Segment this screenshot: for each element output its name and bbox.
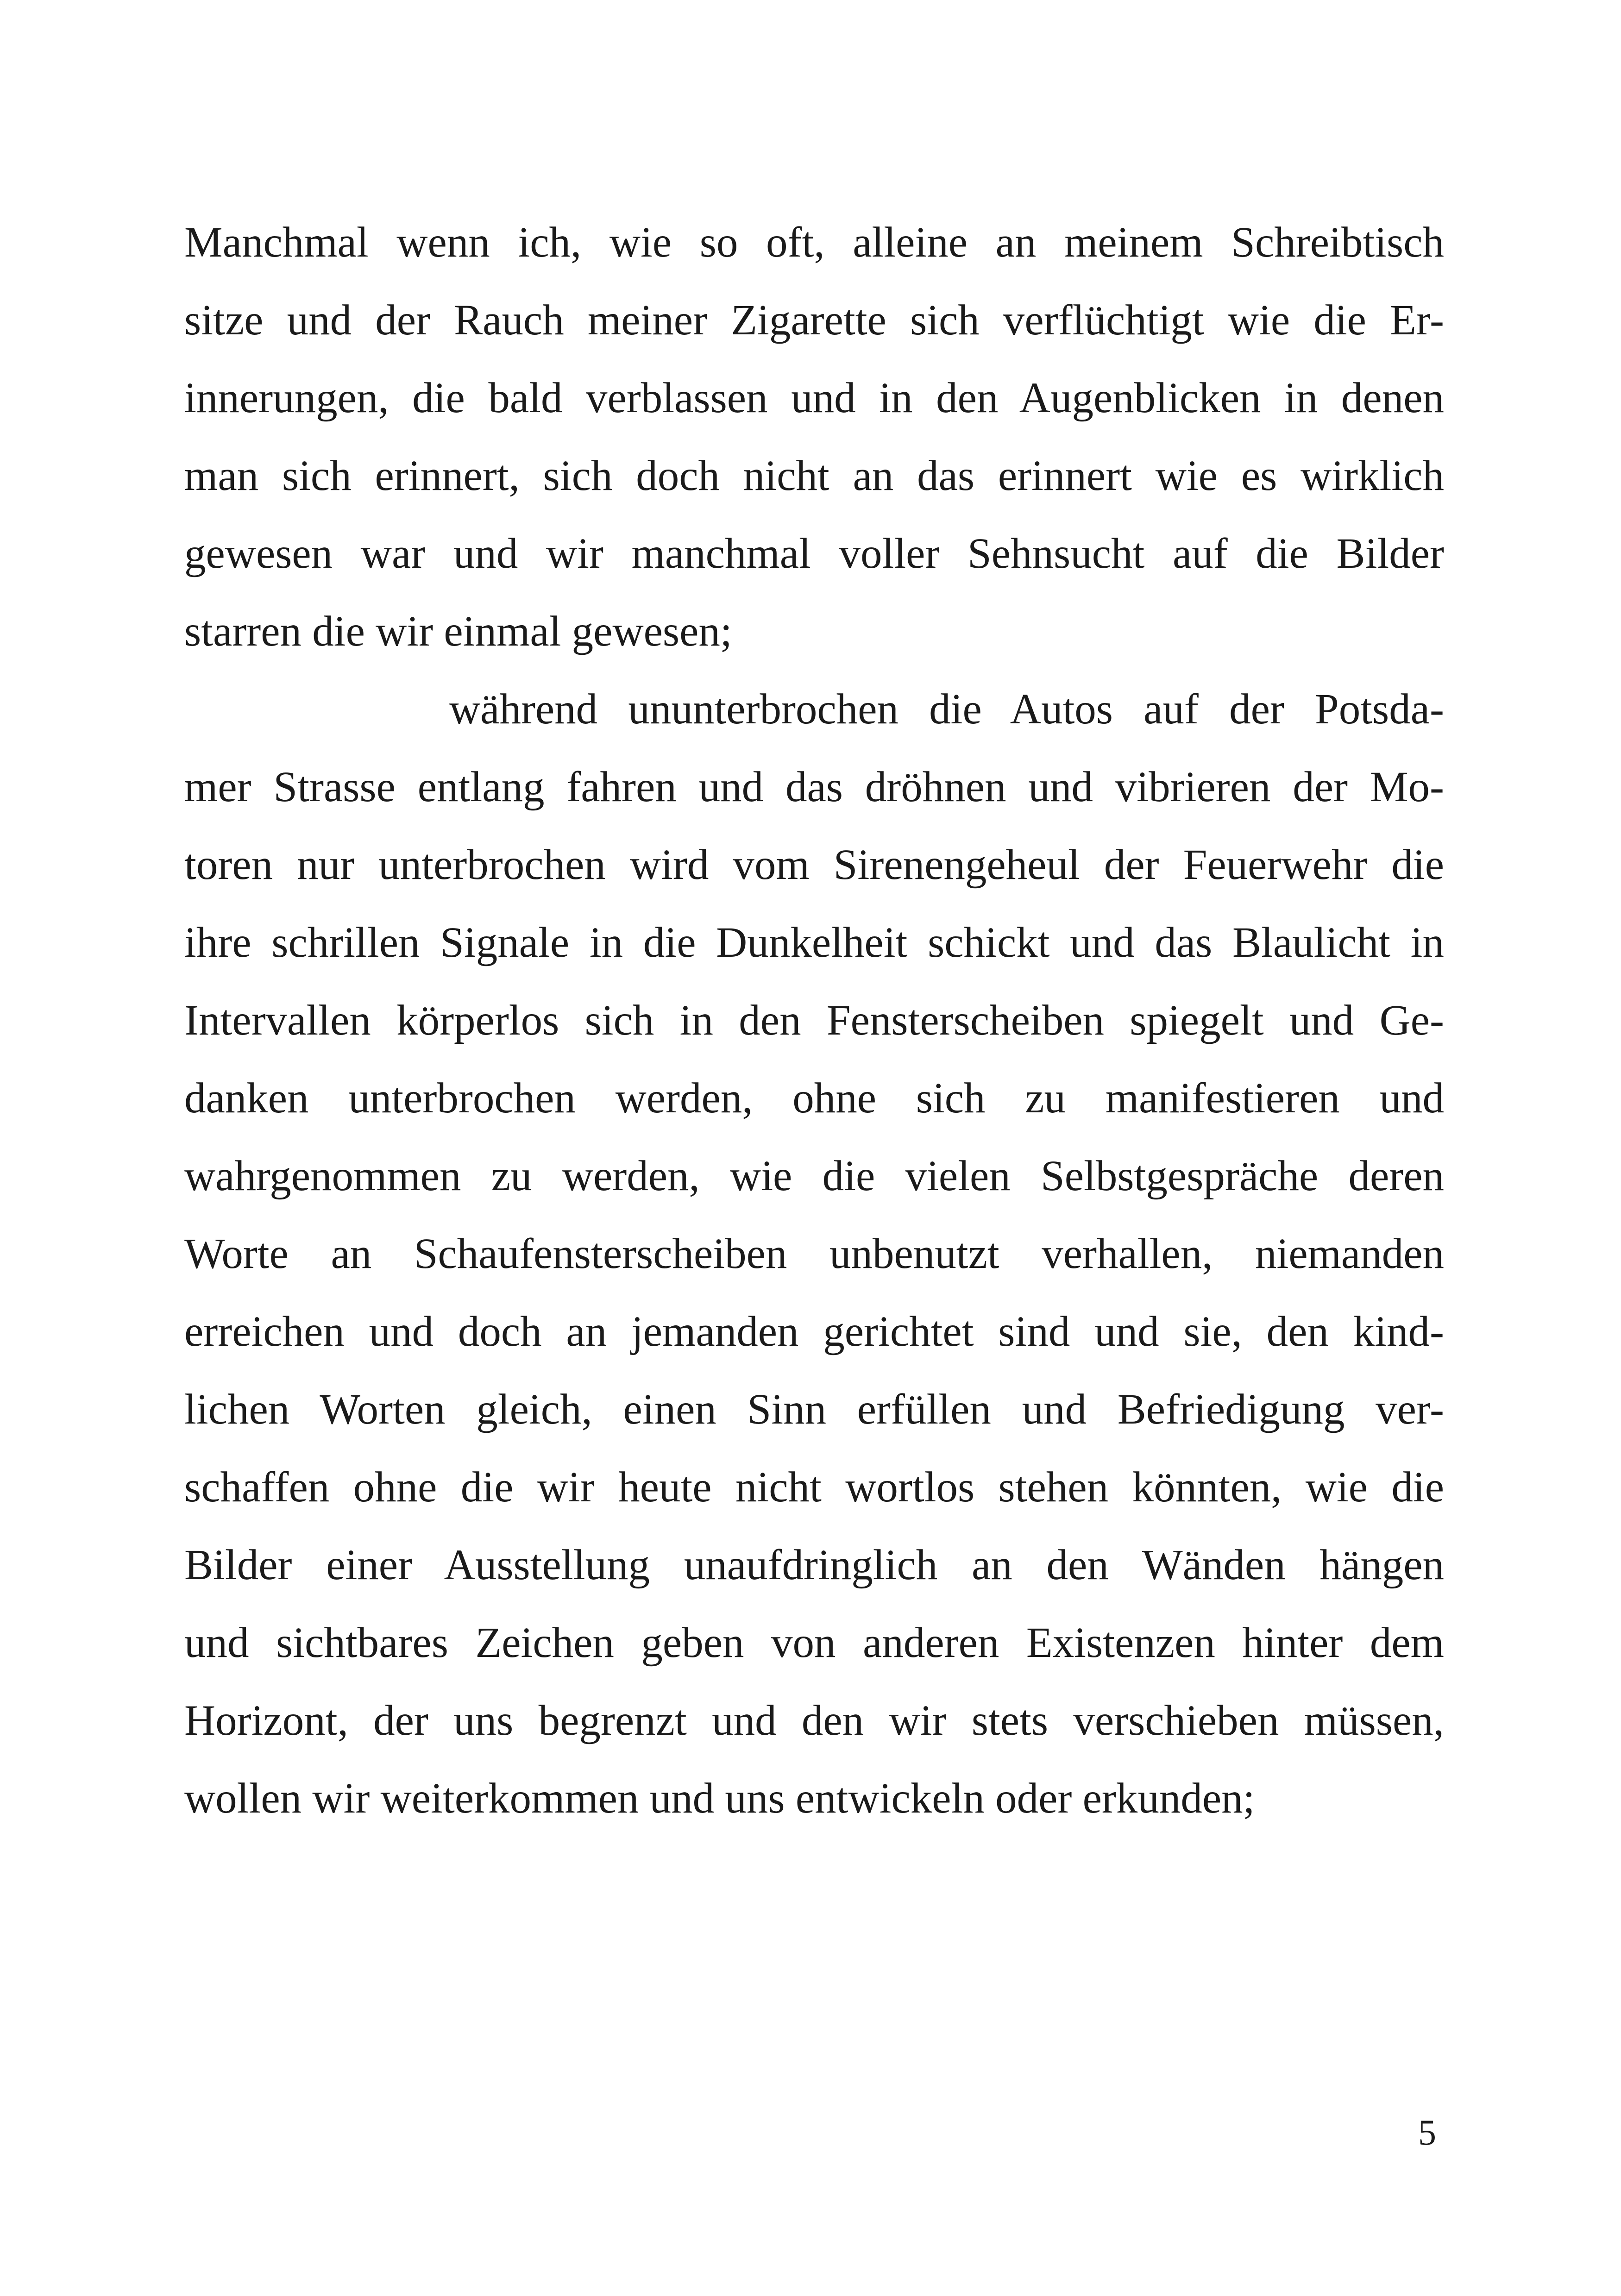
paragraph-1 [184, 204, 1444, 671]
text-line: Horizont, der uns begrenzt und den wir stets verschieben müssen, [184, 1697, 1444, 1744]
paragraph-2 [184, 671, 1444, 1838]
text-line: Bilder einer Ausstellung unaufdringlich an den Wänden hängen [184, 1541, 1444, 1589]
text-line: wahrgenommen zu werden, wie die vielen Selbstgespräche deren [184, 1152, 1444, 1200]
page-number: 5 [1418, 2112, 1436, 2152]
text-line: toren nur unterbrochen wird vom Sirenengeheul der Feuerwehr die [184, 841, 1444, 889]
text-line: und sichtbares Zeichen geben von anderen Existenzen hinter dem [184, 1619, 1444, 1667]
text-line: schaffen ohne die wir heute nicht wortlos stehen könnten, wie die [184, 1463, 1444, 1511]
text-line: ihre schrillen Signale in die Dunkelheit schickt und das Blaulicht in [184, 919, 1444, 966]
text-line: sitze und der Rauch meiner Zigarette sich verflüchtigt wie die Er- [184, 296, 1444, 344]
text-line: Intervallen körperlos sich in den Fensterscheiben spiegelt und Ge- [184, 997, 1444, 1044]
text-line: Worte an Schaufensterscheiben unbenutzt verhallen, niemanden [184, 1230, 1444, 1278]
text-line: wollen wir weiterkommen und uns entwickeln oder erkunden; [184, 1775, 1255, 1822]
text-line: starren die wir einmal gewesen; [184, 608, 732, 655]
text-line: erreichen und doch an jemanden gerichtet sind und sie, den kind- [184, 1308, 1444, 1355]
text-line: mer Strasse entlang fahren und das dröhnen und vibrieren der Mo- [184, 763, 1444, 811]
text-line: während ununterbrochen die Autos auf der Potsda- [449, 685, 1444, 733]
text-line: innerungen, die bald verblassen und in den Augenblicken in denen [184, 374, 1444, 422]
text-line: gewesen war und wir manchmal voller Sehnsucht auf die Bilder [184, 530, 1444, 577]
text-line: danken unterbrochen werden, ohne sich zu manifestieren und [184, 1074, 1444, 1122]
text-line: man sich erinnert, sich doch nicht an das erinnert wie es wirklich [184, 452, 1444, 500]
text-line: lichen Worten gleich, einen Sinn erfüllen und Befriedigung ver- [184, 1386, 1444, 1433]
text-line: Manchmal wenn ich, wie so oft, alleine an meinem Schreibtisch [184, 219, 1444, 266]
